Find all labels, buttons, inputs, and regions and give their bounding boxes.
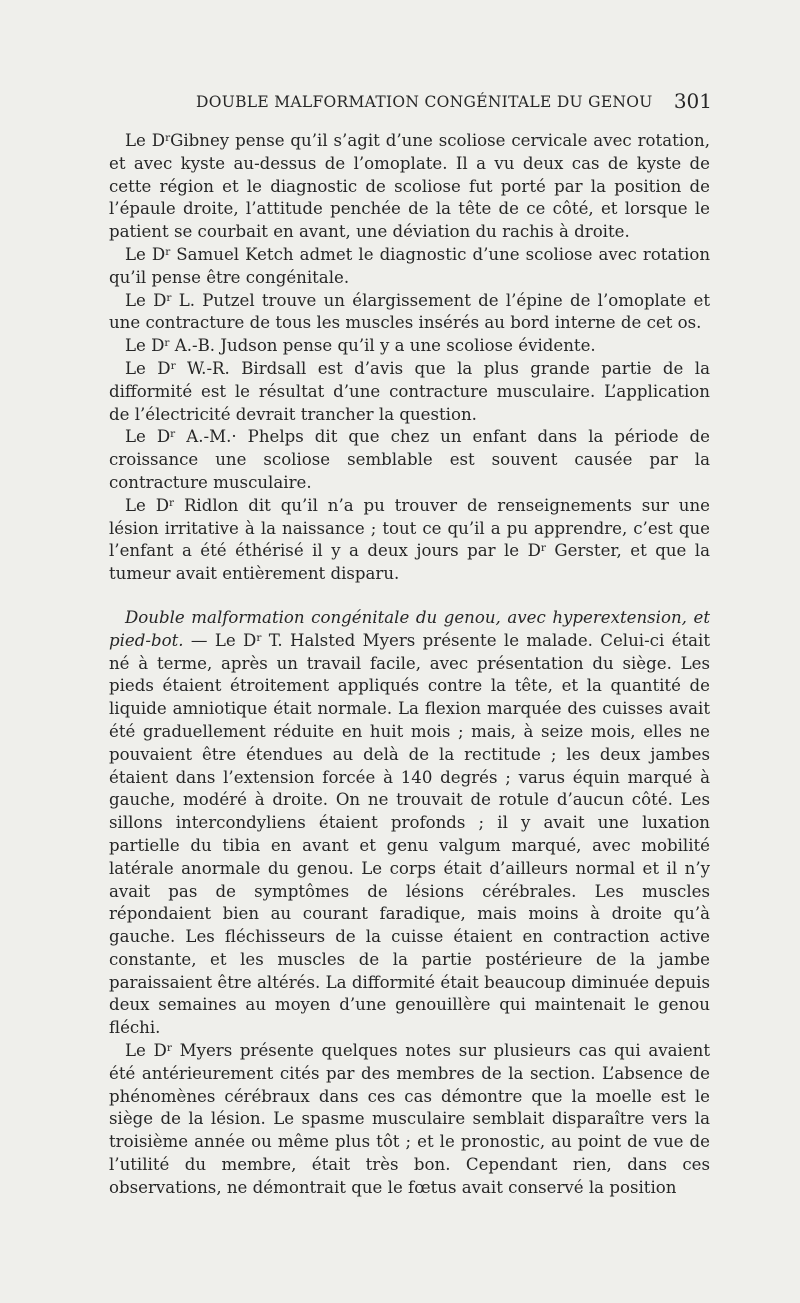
paragraph-judson: Le $D^r$ A.-B. Judson pense qu’il y a une scoliose évidente. [125,336,596,356]
paragraph-putzel: Le $D^r$ L. Putzel trouve un élargissement de l’épine de l’omoplate et une contracture de tous les muscles insérés au bord interne de cet os. [109,290,710,333]
paragraph-ridlon: Le $D^r$ Ridlon dit qu’il n’a pu trouver de renseignements sur une lésion irritative à la naissance ; tout ce qu’il a pu apprendre, c’est que l’enfant a été éthérisé il y a deux jours par le $D^r$ Gerster, et que la tumeur avait entièrement disparu. [109,495,710,584]
section-title: Double malformation congénitale du genou, avec hyperextension, et pied-bot. [109,607,710,650]
paragraph-myers: Le $D^r$ Myers présente quelques notes sur plusieurs cas qui avaient été antérieurement cités par des membres de la section. L’absence de phénomènes cérébraux dans ces cas démontre que la moelle est le siège de la lésion. Le spasme musculaire semblait disparaître vers la troisième année ou même plus tôt ; et le pronostic, au point de vue de l’utilité du membre, était très bon. Cependant rien, dans ces observations, ne démontrait que le fœtus avait conservé la position [109,1041,711,1197]
paragraph-phelps: Le $D^r$ A.-M.· Phelps dit que chez un enfant dans la période de croissance une scoliose semblable est souvent causée par la contracture musculaire. [109,427,710,492]
running-title: DOUBLE MALFORMATION CONGÉNITALE DU GENOU [196,93,653,111]
body-text [109,130,710,1200]
paragraph-ketch: Le $D^r$ Samuel Ketch admet le diagnostic d’une scoliose avec rotation qu’il pense être congénitale. [109,244,711,287]
page-number: 301 [673,89,712,113]
paragraph-gibney: Le $D^rGibney$ pense qu’il s’agit d’une scoliose cervicale avec rotation, et avec kyste au-dessus de l’omoplate. Il a vu deux cas de kyste de cette région et le diagnostic de scoliose fut porté par la position de l’épaule droite, l’attitude penchée de la tête de ce côté, et lorsque le patient se courbait en avant, une déviation du rachis à droite. [109,131,711,242]
section-paragraph: Double malformation congénitale du genou, avec hyperextension, et pied-bot. — Le $D^r$ T. Halsted Myers présente le malade. Celui-ci était né à terme, après un travail facile, avec présentation du siège. Les pieds étaient étroitement appliqués contre la tête, et la quantité de liquide amniotique était normale. La flexion marquée des cuisses avait été graduellement réduite en huit mois ; mais, à seize mois, elles ne pouvaient être étendues au delà de la rectitude ; les deux jambes étaient dans l’extension forcée à 140 degrés ; varus équin marqué à gauche, modéré à droite. On ne trouvait de rotule d’aucun côté. Les sillons intercondyliens étaient profonds ; il y avait une luxation partielle du tibia en avant et genu valgum marqué, avec mobilité latérale anormale du genou. Le corps était d’ailleurs normal et il n’y avait pas de symptômes de lésions cérébrales. Les muscles répondaient bien au courant faradique, mais moins à droite qu’à gauche. Les fléchisseurs de la cuisse étaient en contraction active constante, et les muscles de la partie postérieure de la jambe paraissaient être altérés. La difformité était beaucoup diminuée depuis deux semaines au moyen d’une genouillère qui maintenait le genou fléchi. [109,607,710,1038]
running-header [108,89,712,115]
paragraph-birdsall: Le $D^r$ W.-R. Birdsall est d’avis que la plus grande partie de la difformité est le résultat d’une contracture musculaire. L’application de l’électricité devrait trancher la question. [109,358,710,424]
